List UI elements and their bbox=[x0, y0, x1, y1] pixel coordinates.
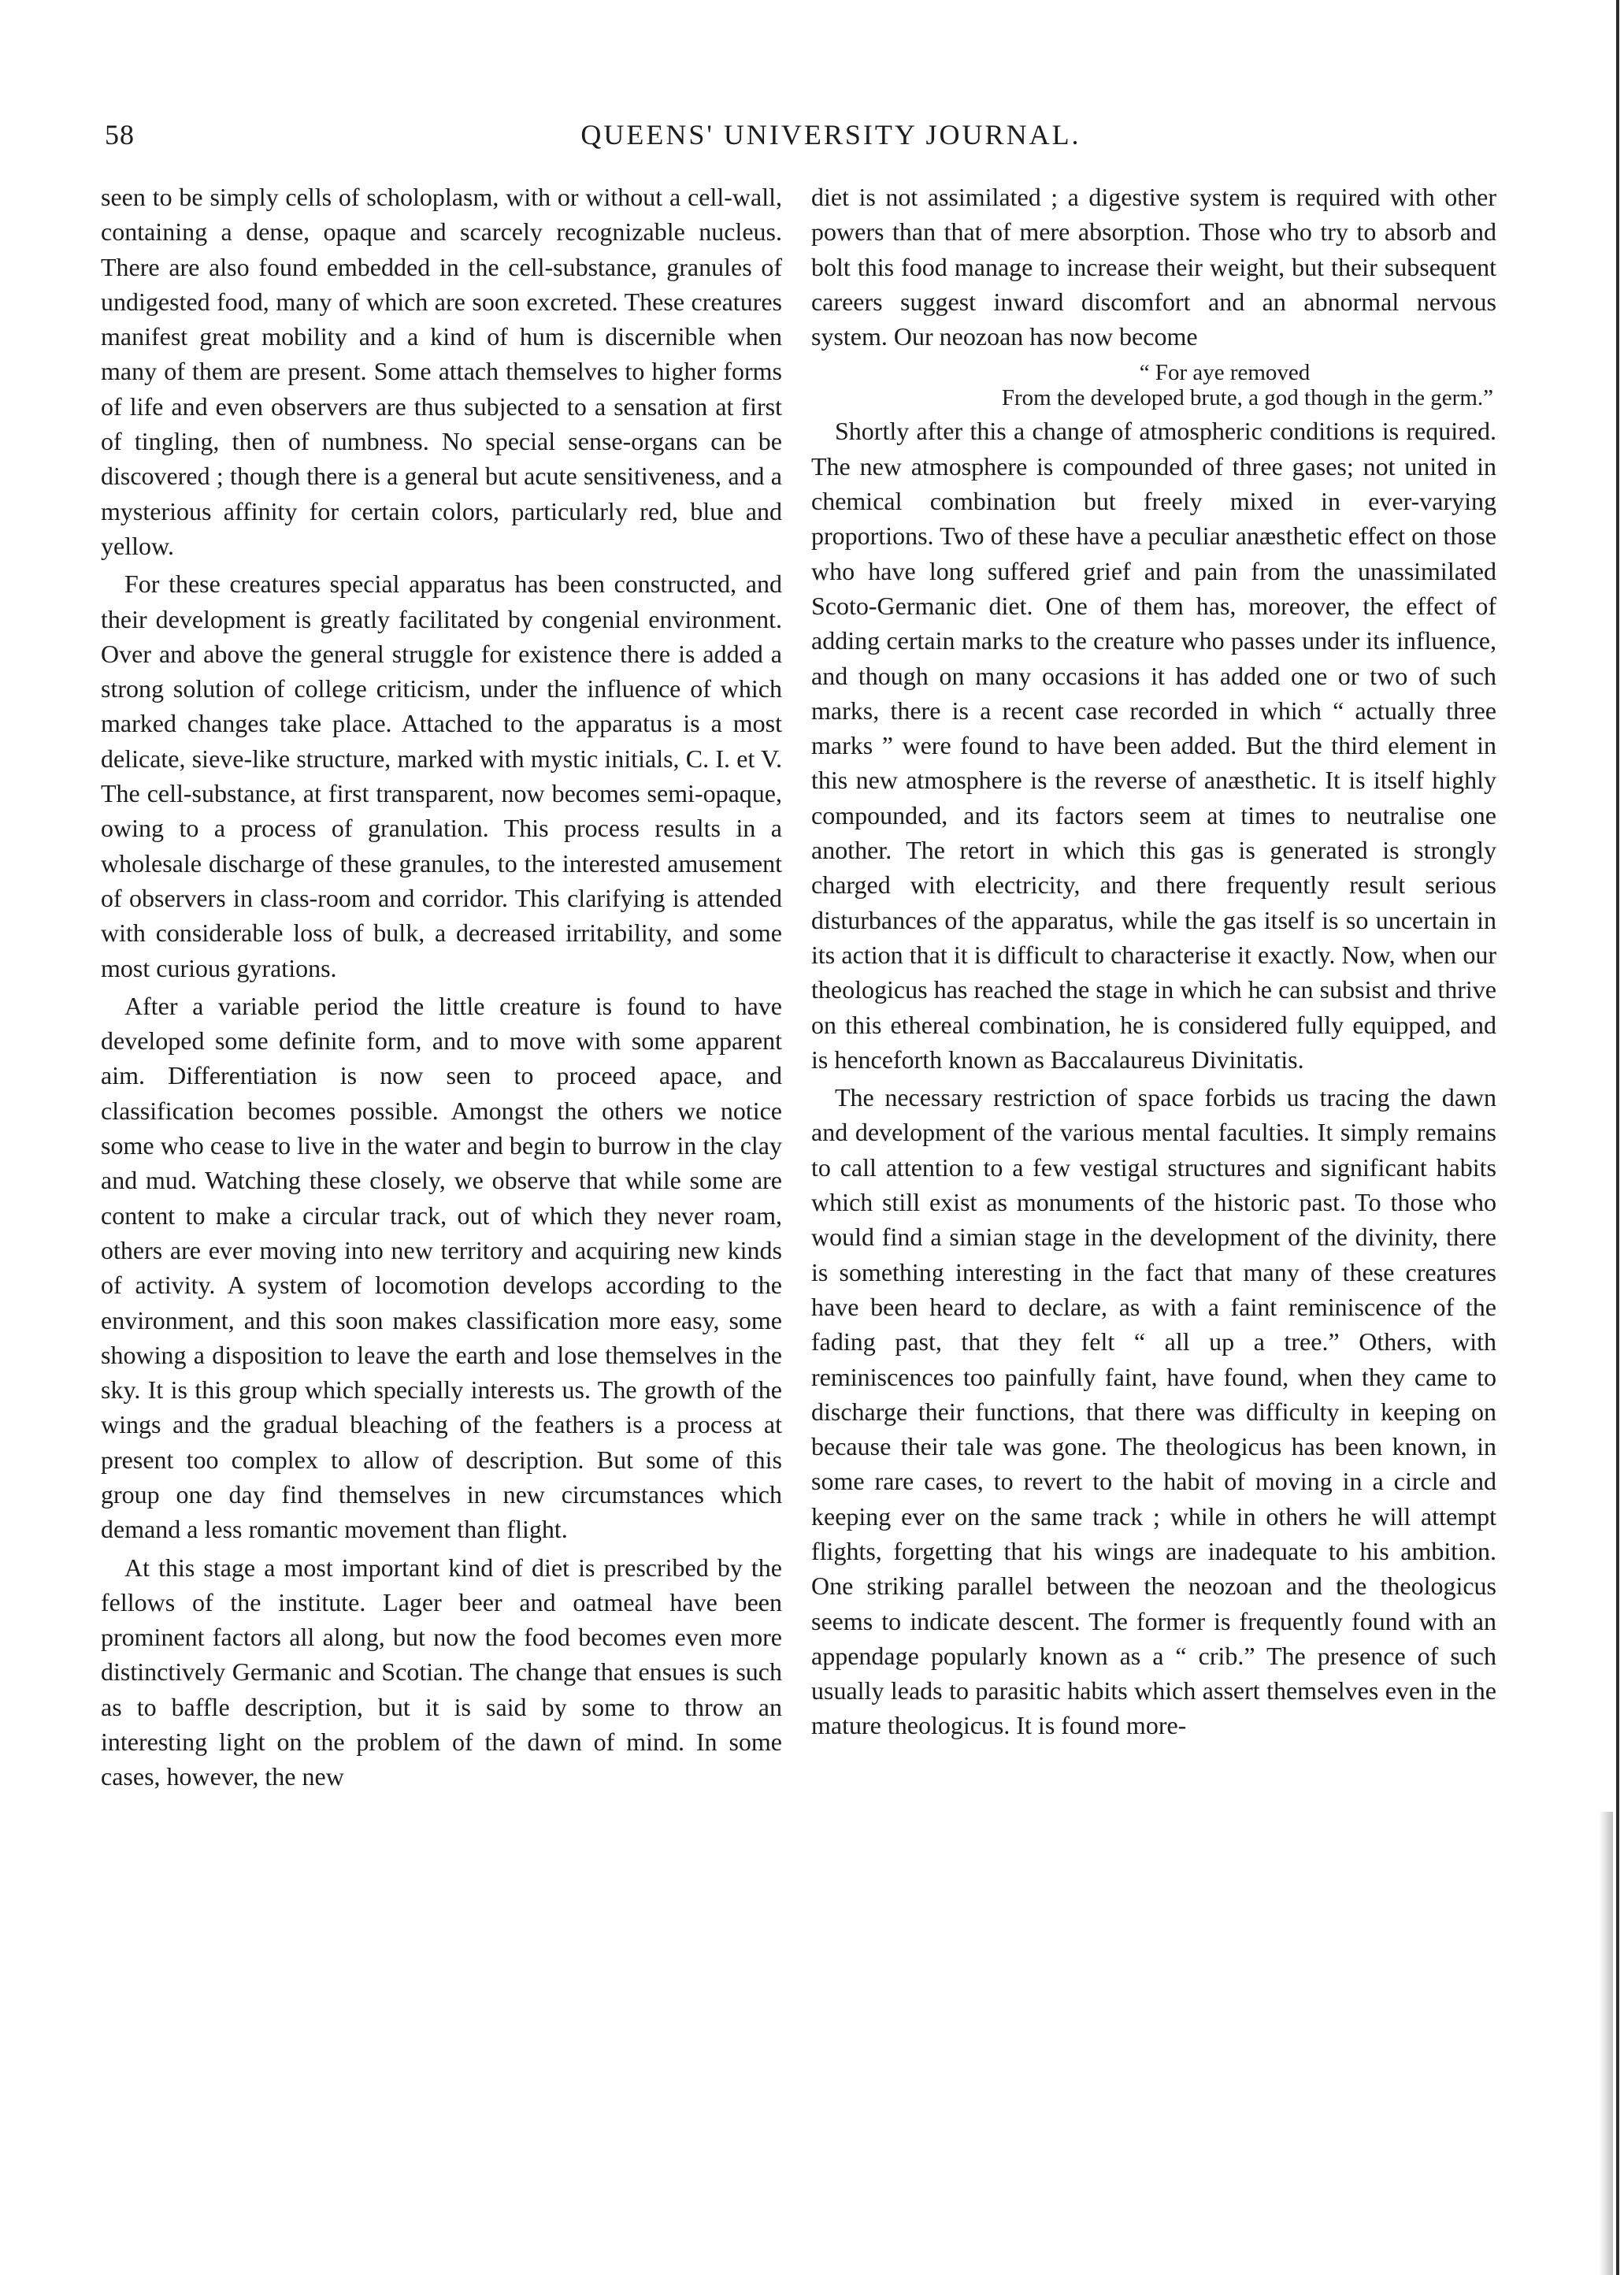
paragraph: The necessary restriction of space forbids us tracing the dawn and development of the various mental faculties. It simply remains to call attention to a few vestigal structures and significant habits which still exist as monuments of the historic past. To those who would find a simian stage in the development of the divinity, there is something interesting in the fact that many of these creatures have been heard to declare, as with a faint reminiscence of the fading past, that they felt “ all up a tree.” Others, with reminiscences too painfully faint, have found, when they came to discharge their functions, that there was difficulty in keeping on because their tale was gone. The theologicus has been known, in some rare cases, to revert to the habit of moving in a circle and keeping ever on the same track ; while in others he will attempt flights, forgetting that his wings are inadequate to his ambition. One striking parallel between the neozoan and the theologicus seems to indicate descent. The former is frequently found with an appendage popularly known as a “ crib.” The presence of such usually leads to parasitic habits which assert themselves even in the mature theologicus. It is found more- bbox=[811, 1083, 1496, 1740]
verse-quotation bbox=[811, 360, 1496, 410]
verse-line: “ For aye removed bbox=[1139, 360, 1311, 386]
page-edge-rule bbox=[1616, 0, 1619, 2275]
right-column bbox=[811, 180, 1496, 1746]
paragraph: Shortly after this a change of atmospheric conditions is required. The new atmosphere is compounded of three gases; not united in chemical combination but freely mixed in ever-varying proportions. Two of these have a peculiar anæsthetic effect on those who have long suffered grief and pain from the unassimilated Scoto-Germanic diet. One of them has, moreover, the effect of adding certain marks to the creature who passes under its influence, and though on many occasions it has added one or two of such marks, there is a recent case recorded in which “ actually three marks ” were found to have been added. But the third element in this new atmosphere is the reverse of anæsthetic. It is itself highly compounded, and its factors seem at times to neutralise one another. The retort in which this gas is generated is strongly charged with electricity, and there frequently result serious disturbances of the apparatus, while the gas itself is so uncertain in its action that it is difficult to characterise it exactly. Now, when our theologicus has reached the stage in which he can subsist and thrive on this ethereal combination, he is considered fully equipped, and is henceforth known as Baccalaureus Divinitatis. bbox=[811, 417, 1496, 1074]
left-column bbox=[101, 180, 782, 1798]
page-number: 58 bbox=[105, 119, 135, 150]
paragraph: For these creatures special apparatus has been constructed, and their development is greatly facilitated by congenial environment. Over and above the general struggle for existence there is added a strong solution of college criticism, under the influence of which marked changes take place. Attached to the apparatus is a most delicate, sieve-like structure, marked with mystic initials, C. I. et V. The cell-substance, at first transparent, now becomes semi-opaque, owing to a process of granulation. This process results in a wholesale discharge of these granules, to the interested amusement of observers in class-room and corridor. This clarifying is attended with considerable loss of bulk, a decreased irritability, and some most curious gyrations. bbox=[101, 570, 782, 982]
paragraph: After a variable period the little creature is found to have developed some definite form, and to move with some apparent aim. Differentiation is now seen to proceed apace, and classification becomes possible. Amongst the others we notice some who cease to live in the water and begin to burrow in the clay and mud. Watching these closely, we observe that while some are content to make a circular track, out of which they never roam, others are ever moving into new territory and acquiring new kinds of activity. A system of locomotion develops according to the environment, and this soon makes classification more easy, some showing a disposition to leave the earth and lose themselves in the sky. It is this group which specially interests us. The growth of the wings and the gradual bleaching of the feathers is a process at present too complex to allow of description. But some of this group one day find themselves in new circumstances which demand a less romantic movement than flight. bbox=[101, 991, 782, 1544]
paragraph: At this stage a most important kind of diet is prescribed by the fellows of the institute. Lager beer and oatmeal have been prominent factors all along, but now the food becomes even more distinctively Germanic and Scotian. The change that ensues is such as to baffle description, but it is said by some to throw an interesting light on the problem of the dawn of mind. In some cases, however, the new bbox=[101, 1553, 782, 1791]
paragraph: diet is not assimilated ; a digestive system is required with other powers than that of mere absorption. Those who try to absorb and bolt this food manage to increase their weight, but their subsequent careers suggest inward discomfort and an abnormal nervous system. Our neozoan has now become bbox=[811, 183, 1496, 351]
verse-line: From the developed brute, a god though in the germ.” bbox=[1001, 385, 1493, 411]
running-title: QUEENS' UNIVERSITY JOURNAL. bbox=[580, 119, 1081, 150]
paragraph: seen to be simply cells of scholoplasm, with or without a cell-wall, containing a dense, opaque and scarcely recognizable nucleus. There are also found embedded in the cell-substance, granules of undigested food, many of which are soon excreted. These creatures manifest great mobility and a kind of hum is discernible when many of them are present. Some attach themselves to higher forms of life and even observers are thus subjected to a sensation at first of tingling, then of numbness. No special sense-organs can be discovered ; though there is a general but acute sensitiveness, and a mysterious affinity for certain colors, particularly red, blue and yellow. bbox=[101, 183, 782, 560]
page-edge-shadow bbox=[1599, 1812, 1613, 2275]
